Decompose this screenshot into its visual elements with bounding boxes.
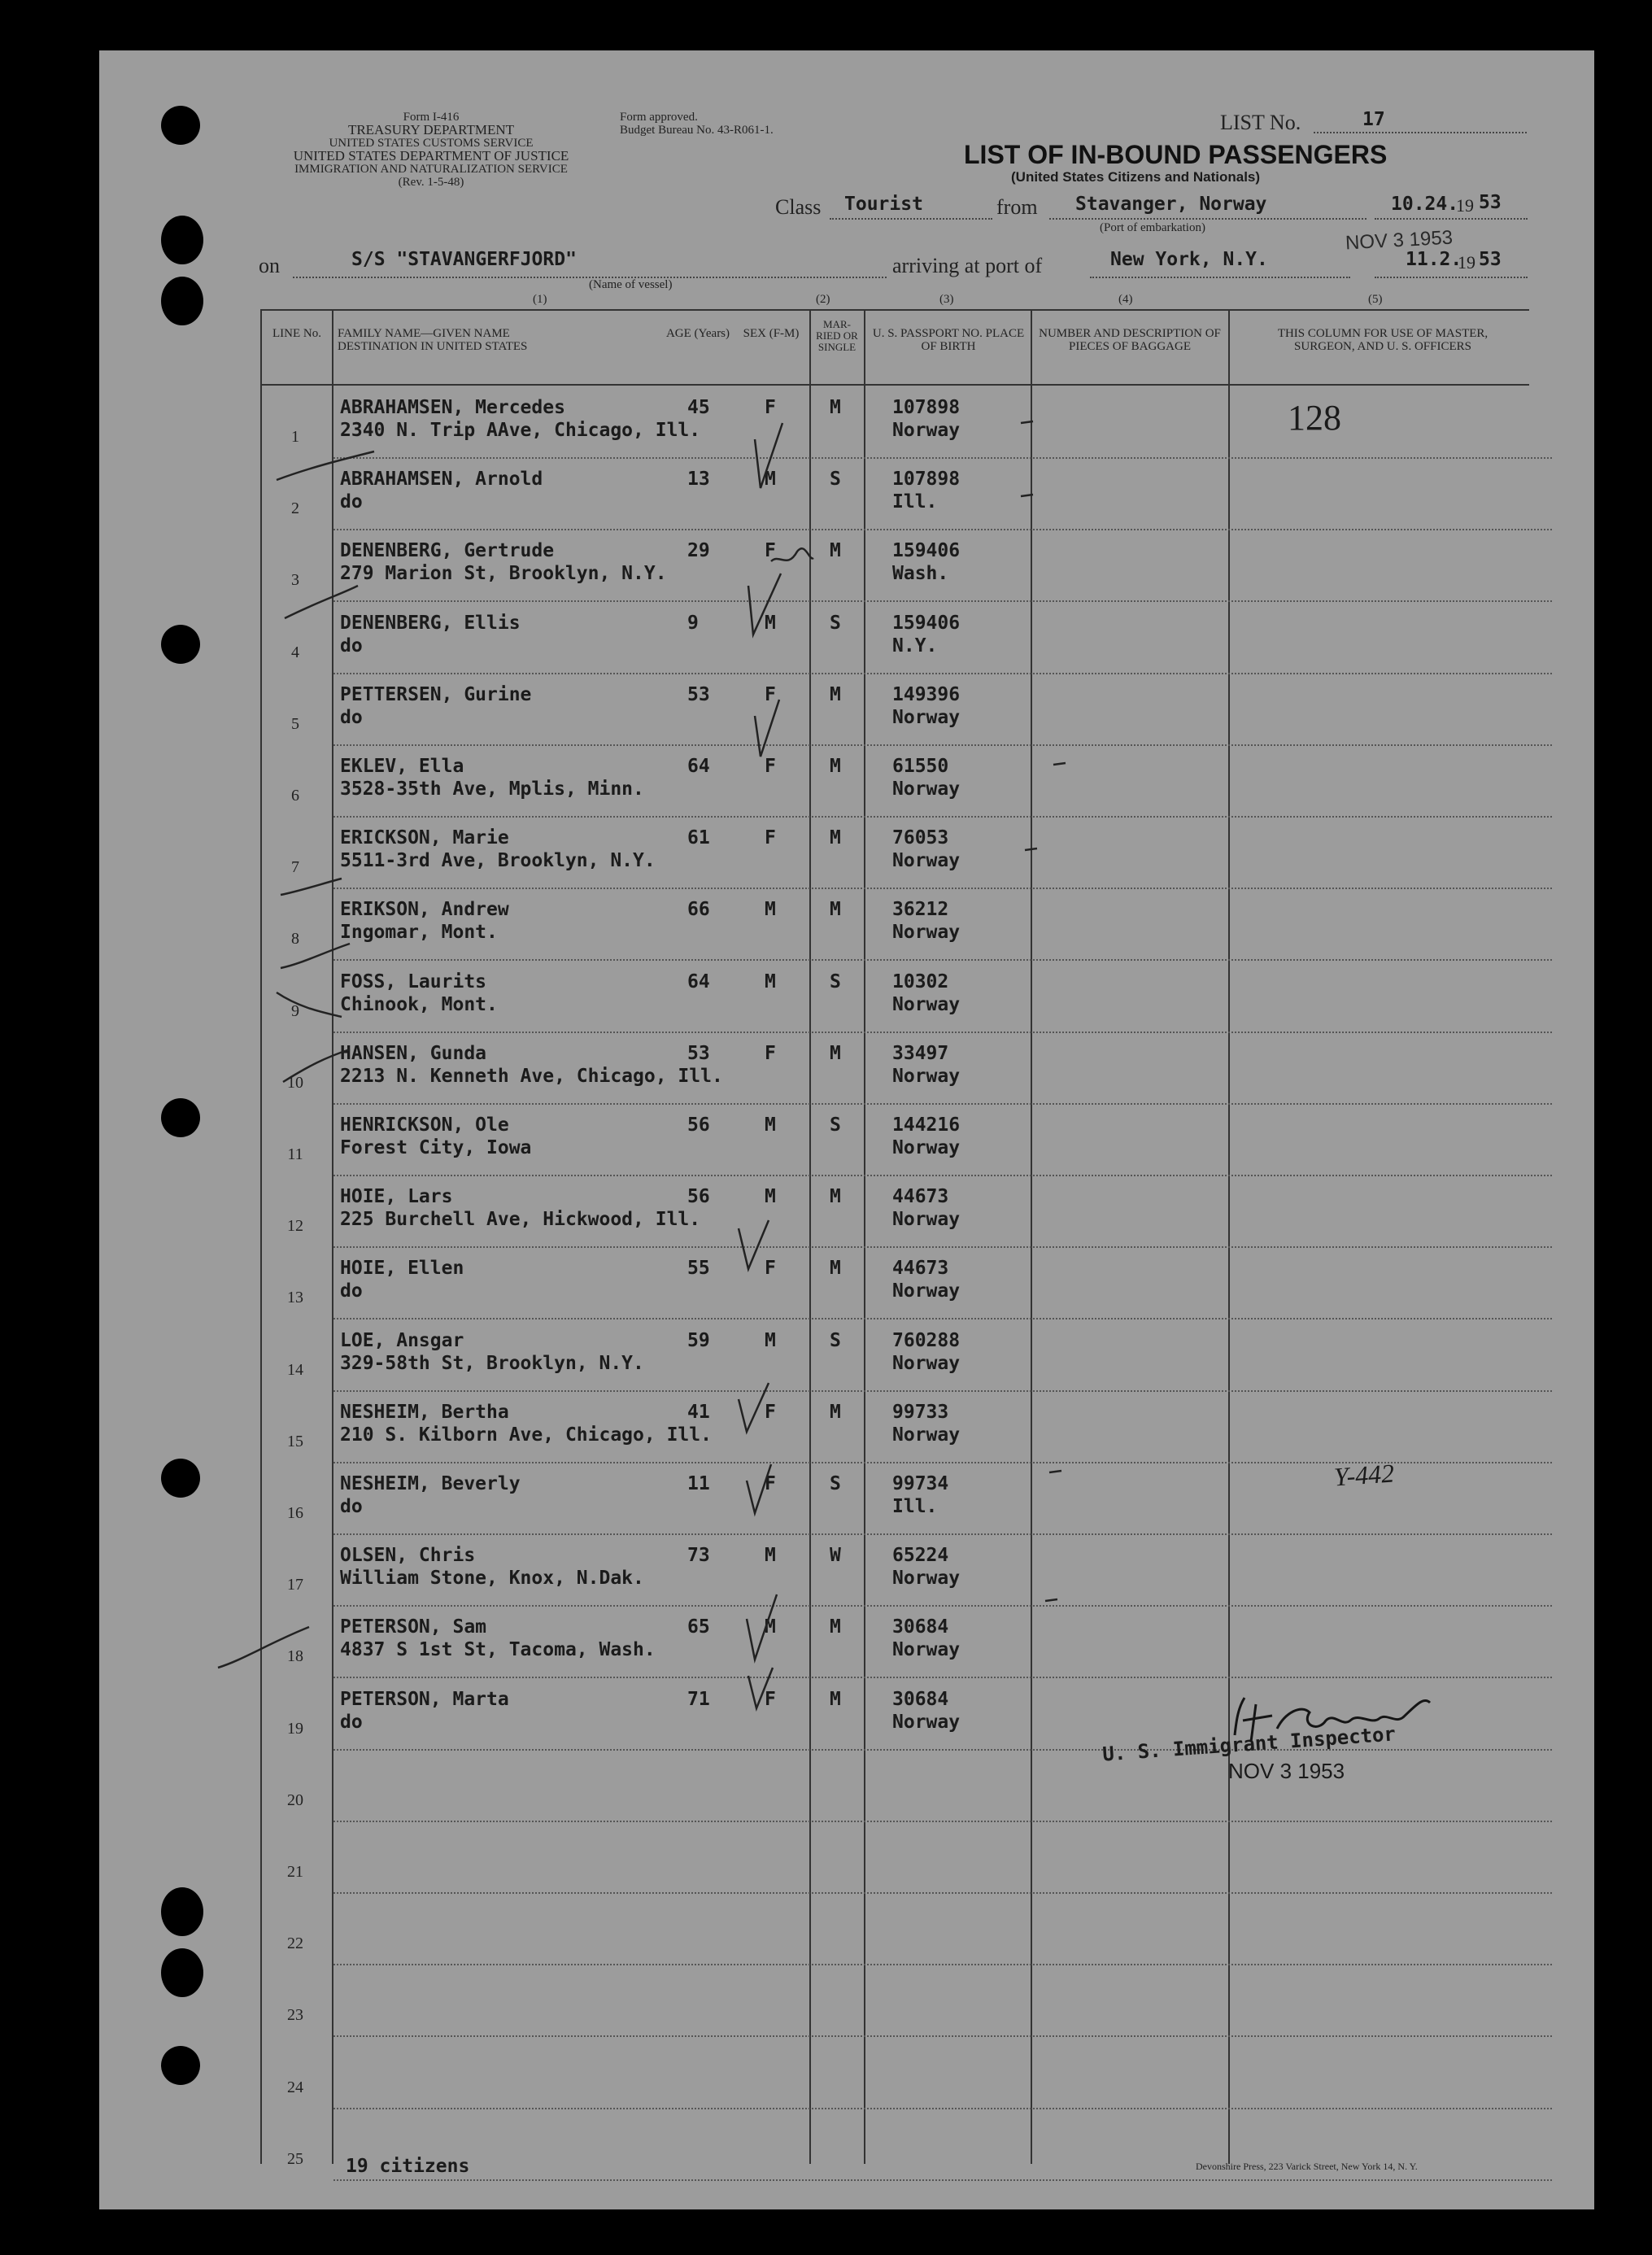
page-subtitle: (United States Citizens and Nationals) <box>1011 169 1261 185</box>
line-number: 5 <box>291 714 299 733</box>
place-of-birth: Norway <box>892 1065 961 1087</box>
line-number: 22 <box>287 1934 303 1953</box>
list-no-value: 17 <box>1362 109 1385 130</box>
marital-status: M <box>830 756 841 777</box>
arrival-stamp: NOV 3 1953 <box>1345 226 1454 255</box>
passenger-name: ERICKSON, Marie <box>340 827 509 849</box>
passenger-sex: F <box>765 756 776 777</box>
passport-number: 10302 <box>892 970 949 992</box>
passenger-destination: 279 Marion St, Brooklyn, N.Y. <box>340 563 667 585</box>
passenger-age: 41 <box>687 1401 710 1423</box>
passport-number: 44673 <box>892 1258 949 1280</box>
arrival-year: 53 <box>1479 249 1502 270</box>
line-number: 21 <box>287 1863 303 1881</box>
vessel-caption: (Name of vessel) <box>589 278 673 291</box>
place-of-birth: Norway <box>892 1352 961 1374</box>
passenger-destination: 2340 N. Trip AAve, Chicago, Ill. <box>340 420 701 441</box>
marital-status: M <box>830 683 841 705</box>
arrival-date: 11.2. <box>1406 249 1462 270</box>
passenger-name: HOIE, Ellen <box>340 1258 464 1280</box>
passport-number: 99733 <box>892 1401 949 1423</box>
header-baggage: NUMBER AND DESCRIPTION OF PIECES OF BAGGAGE <box>1039 327 1221 353</box>
passenger-age: 13 <box>687 469 710 491</box>
place-of-birth: Norway <box>892 922 961 944</box>
form-number: Form I-416 <box>403 111 460 124</box>
passenger-sex: M <box>765 1545 776 1567</box>
passenger-destination: do <box>340 1280 363 1302</box>
place-of-birth: Ill. <box>892 1496 938 1517</box>
line-number: 19 <box>287 1719 303 1738</box>
place-of-birth: Norway <box>892 420 961 441</box>
passenger-destination: Forest City, Iowa <box>340 1137 532 1158</box>
departure-year: 53 <box>1479 192 1502 213</box>
place-of-birth: Norway <box>892 993 961 1015</box>
marital-status: M <box>830 540 841 562</box>
passenger-name: PETTERSEN, Gurine <box>340 683 532 705</box>
marital-status: M <box>830 1688 841 1710</box>
passenger-sex: F <box>765 683 776 705</box>
header-passport: U. S. PASSPORT NO. PLACE OF BIRTH <box>872 327 1025 353</box>
passenger-age: 45 <box>687 397 710 418</box>
line-number: 4 <box>291 643 299 661</box>
passenger-destination: Ingomar, Mont. <box>340 922 498 944</box>
place-of-birth: Norway <box>892 1424 961 1446</box>
passport-number: 99734 <box>892 1473 949 1494</box>
budget-bureau: Budget Bureau No. 43-R061-1. <box>620 124 774 137</box>
arrival-port: New York, N.Y. <box>1110 249 1268 270</box>
vessel-name: S/S "STAVANGERFJORD" <box>351 249 577 270</box>
passenger-sex: M <box>765 970 776 992</box>
place-of-birth: Norway <box>892 1209 961 1231</box>
inspector-date-stamp: NOV 3 1953 <box>1228 1759 1345 1783</box>
passenger-age: 61 <box>687 827 710 849</box>
ins-service: IMMIGRATION AND NATURALIZATION SERVICE <box>294 163 568 176</box>
passenger-name: HOIE, Lars <box>340 1186 453 1208</box>
passenger-name: FOSS, Laurits <box>340 970 487 992</box>
passport-number: 144216 <box>892 1114 961 1136</box>
header-officers: THIS COLUMN FOR USE OF MASTER, SURGEON, AND U. S. OFFICERS <box>1277 327 1489 353</box>
customs-service: UNITED STATES CUSTOMS SERVICE <box>329 137 534 150</box>
citizens-count: 19 citizens <box>346 2156 470 2177</box>
passenger-sex: F <box>765 1688 776 1710</box>
passenger-age: 56 <box>687 1186 710 1208</box>
line-number: 13 <box>287 1289 303 1307</box>
passport-number: 30684 <box>892 1688 949 1710</box>
passenger-destination: 225 Burchell Ave, Hickwood, Ill. <box>340 1209 701 1231</box>
arrival-year-prefix: 19 <box>1458 252 1475 273</box>
passenger-sex: M <box>765 1114 776 1136</box>
marital-status: M <box>830 1258 841 1280</box>
passenger-age: 66 <box>687 899 710 921</box>
passenger-name: ERIKSON, Andrew <box>340 899 509 921</box>
place-of-birth: Norway <box>892 779 961 800</box>
passenger-sex: F <box>765 1473 776 1494</box>
marital-status: S <box>830 970 841 992</box>
officer-note-128: 128 <box>1288 398 1341 438</box>
passport-number: 61550 <box>892 756 949 777</box>
passenger-age: 53 <box>687 1042 710 1064</box>
passenger-age: 29 <box>687 540 710 562</box>
line-number: 17 <box>287 1576 303 1594</box>
marital-status: S <box>830 469 841 491</box>
officer-note-y442: Y-442 <box>1332 1458 1396 1492</box>
passenger-sex: M <box>765 612 776 634</box>
passport-number: 65224 <box>892 1545 949 1567</box>
passenger-destination: Chinook, Mont. <box>340 993 498 1015</box>
passenger-name: DENENBERG, Gertrude <box>340 540 555 562</box>
col-num-1: (1) <box>533 293 547 306</box>
arriving-label: arriving at port of <box>892 254 1043 277</box>
departure-date: 10.24. <box>1391 194 1459 215</box>
line-number: 10 <box>287 1073 303 1092</box>
class-label: Class <box>775 195 822 219</box>
place-of-birth: Norway <box>892 1639 961 1661</box>
passport-number: 760288 <box>892 1329 961 1351</box>
passenger-name: ABRAHAMSEN, Mercedes <box>340 397 565 418</box>
line-number: 23 <box>287 2006 303 2025</box>
line-number: 12 <box>287 1217 303 1236</box>
passenger-sex: F <box>765 1042 776 1064</box>
line-number: 24 <box>287 2078 303 2096</box>
marital-status: M <box>830 827 841 849</box>
place-of-birth: Norway <box>892 1711 961 1733</box>
passenger-destination: 210 S. Kilborn Ave, Chicago, Ill. <box>340 1424 712 1446</box>
line-number: 2 <box>291 499 299 518</box>
marital-status: M <box>830 899 841 921</box>
place-of-birth: Norway <box>892 1568 961 1590</box>
passenger-sex: F <box>765 397 776 418</box>
passenger-sex: M <box>765 1616 776 1638</box>
passenger-name: PETERSON, Sam <box>340 1616 487 1638</box>
passport-number: 149396 <box>892 683 961 705</box>
passport-number: 30684 <box>892 1616 949 1638</box>
col-num-4: (4) <box>1118 293 1133 306</box>
passenger-name: DENENBERG, Ellis <box>340 612 521 634</box>
passport-number: 33497 <box>892 1042 949 1064</box>
marital-status: W <box>830 1545 841 1567</box>
passenger-sex: F <box>765 1401 776 1423</box>
passport-number: 44673 <box>892 1186 949 1208</box>
place-of-birth: Ill. <box>892 491 938 513</box>
line-number: 15 <box>287 1432 303 1450</box>
list-no-label: LIST No. <box>1220 111 1301 134</box>
line-number: 20 <box>287 1790 303 1809</box>
passenger-destination: 5511-3rd Ave, Brooklyn, N.Y. <box>340 850 656 872</box>
place-of-birth: N.Y. <box>892 635 938 656</box>
col-num-5: (5) <box>1368 293 1383 306</box>
marital-status: S <box>830 612 841 634</box>
passenger-destination: 2213 N. Kenneth Ave, Chicago, Ill. <box>340 1065 723 1087</box>
header-sex: SEX (F-M) <box>743 327 800 340</box>
passenger-age: 9 <box>687 612 699 634</box>
passenger-sex: M <box>765 1329 776 1351</box>
place-of-birth: Norway <box>892 850 961 872</box>
header-age: AGE (Years) <box>665 327 730 340</box>
passenger-age: 53 <box>687 683 710 705</box>
header-line-no: LINE No. <box>272 327 321 340</box>
marital-status: M <box>830 1186 841 1208</box>
passenger-sex: M <box>765 1186 776 1208</box>
printer-imprint: Devonshire Press, 223 Varick Street, New York 14, N. Y. <box>1196 2161 1418 2172</box>
passport-number: 107898 <box>892 397 961 418</box>
passenger-destination: do <box>340 706 363 728</box>
header-married: MAR-RIED OR SINGLE <box>816 318 858 353</box>
passenger-sex: M <box>765 899 776 921</box>
line-number: 7 <box>291 858 299 877</box>
passenger-destination: 3528-35th Ave, Mplis, Minn. <box>340 779 644 800</box>
passenger-destination: do <box>340 1711 363 1733</box>
marital-status: S <box>830 1473 841 1494</box>
passenger-name: NESHEIM, Bertha <box>340 1401 509 1423</box>
from-value: Stavanger, Norway <box>1075 194 1267 215</box>
passport-number: 159406 <box>892 612 961 634</box>
line-number: 16 <box>287 1504 303 1522</box>
passenger-destination: 329-58th St, Brooklyn, N.Y. <box>340 1352 644 1374</box>
marital-status: M <box>830 1401 841 1423</box>
page-title: LIST OF IN-BOUND PASSENGERS <box>964 140 1388 169</box>
departure-year-prefix: 19 <box>1456 195 1474 216</box>
approved-text: Form approved. <box>620 111 698 124</box>
line-number: 11 <box>287 1145 303 1163</box>
marital-status: M <box>830 1616 841 1638</box>
passenger-destination: William Stone, Knox, N.Dak. <box>340 1568 644 1590</box>
header-name: FAMILY NAME—GIVEN NAME DESTINATION IN UNITED STATES <box>338 327 528 353</box>
passport-number: 76053 <box>892 827 949 849</box>
passenger-name: HANSEN, Gunda <box>340 1042 487 1064</box>
marital-status: S <box>830 1329 841 1351</box>
line-number: 9 <box>291 1001 299 1020</box>
passport-number: 159406 <box>892 540 961 562</box>
place-of-birth: Wash. <box>892 563 949 585</box>
passport-number: 107898 <box>892 469 961 491</box>
passenger-sex: F <box>765 1258 776 1280</box>
line-number: 8 <box>291 930 299 949</box>
passenger-name: NESHEIM, Beverly <box>340 1473 521 1494</box>
passenger-age: 73 <box>687 1545 710 1567</box>
passenger-sex: M <box>765 469 776 491</box>
line-number: 3 <box>291 571 299 590</box>
line-number: 25 <box>287 2149 303 2168</box>
passenger-age: 64 <box>687 756 710 777</box>
passenger-age: 55 <box>687 1258 710 1280</box>
justice-dept: UNITED STATES DEPARTMENT OF JUSTICE <box>293 148 569 164</box>
passenger-sex: F <box>765 827 776 849</box>
revision: (Rev. 1-5-48) <box>398 176 464 189</box>
place-of-birth: Norway <box>892 1280 961 1302</box>
passenger-name: LOE, Ansgar <box>340 1329 464 1351</box>
class-value: Tourist <box>844 194 923 215</box>
treasury-dept: TREASURY DEPARTMENT <box>347 122 515 137</box>
passenger-destination: do <box>340 491 363 513</box>
port-caption: (Port of embarkation) <box>1100 221 1205 234</box>
passenger-name: EKLEV, Ella <box>340 756 464 777</box>
col-num-3: (3) <box>939 293 954 306</box>
passenger-destination: do <box>340 635 363 656</box>
passenger-name: ABRAHAMSEN, Arnold <box>340 469 543 491</box>
passenger-name: HENRICKSON, Ole <box>340 1114 509 1136</box>
passenger-age: 65 <box>687 1616 710 1638</box>
passenger-age: 59 <box>687 1329 710 1351</box>
passenger-sex: F <box>765 540 776 562</box>
passenger-age: 71 <box>687 1688 710 1710</box>
place-of-birth: Norway <box>892 706 961 728</box>
marital-status: S <box>830 1114 841 1136</box>
passenger-destination: 4837 S 1st St, Tacoma, Wash. <box>340 1639 656 1661</box>
passenger-name: OLSEN, Chris <box>340 1545 476 1567</box>
col-num-2: (2) <box>816 293 830 306</box>
on-label: on <box>259 254 280 277</box>
place-of-birth: Norway <box>892 1137 961 1158</box>
passenger-name: PETERSON, Marta <box>340 1688 509 1710</box>
from-label: from <box>996 195 1038 219</box>
line-number: 6 <box>291 787 299 805</box>
passenger-age: 64 <box>687 970 710 992</box>
marital-status: M <box>830 1042 841 1064</box>
passport-number: 36212 <box>892 899 949 921</box>
passenger-destination: do <box>340 1496 363 1517</box>
line-number: 18 <box>287 1647 303 1666</box>
marital-status: M <box>830 397 841 418</box>
inspector-title: U. S. Immigrant Inspector <box>1101 1722 1397 1766</box>
line-number: 14 <box>287 1360 303 1379</box>
line-number: 1 <box>291 428 299 446</box>
passenger-age: 56 <box>687 1114 710 1136</box>
passenger-age: 11 <box>687 1473 710 1494</box>
